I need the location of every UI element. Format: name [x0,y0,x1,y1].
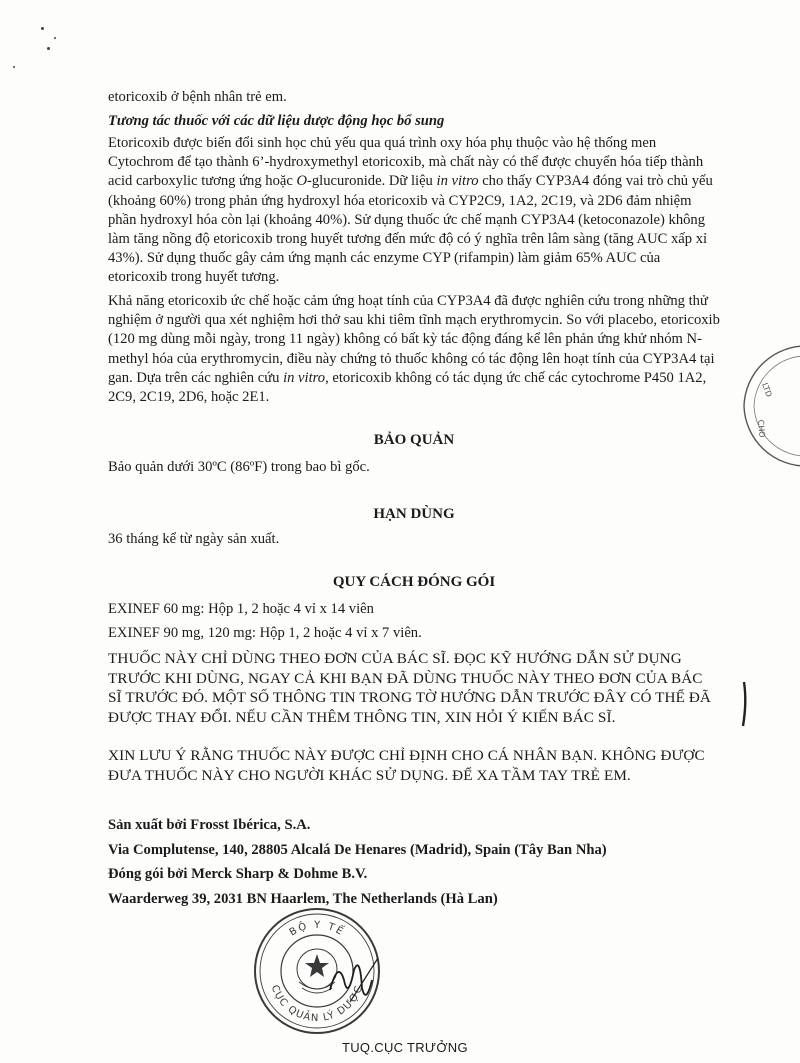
svg-text:CHO: CHO [756,419,767,439]
packager-address: Waarderweg 39, 2031 BN Haarlem, The Netherlands (Hà Lan) [108,891,498,907]
personal-use-warning: XIN LƯU Ý RẰNG THUỐC NÀY ĐƯỢC CHỈ ĐỊNH CHO CÁ NHÂN BẠN. KHÔNG ĐƯỢC ĐƯA THUỐC NÀY CHO NGƯỜI KHÁC SỬ DỤNG. ĐỂ XA TẦM TAY TRẺ EM. [108,747,705,784]
svg-text:LTD: LTD [760,381,774,399]
packaging-line-60mg: EXINEF 60 mg: Hộp 1, 2 hoặc 4 vỉ x 14 viên [108,601,374,617]
packaging-heading: QUY CÁCH ĐÓNG GÓI [332,574,496,590]
interaction-paragraph-1: Etoricoxib được biến đổi sinh học chủ yếu qua quá trình oxy hóa phụ thuộc vào hệ thống men Cytochrom để tạo thành 6’-hydroxymethyl etoricoxib, mà chất này có thể được chuyển hóa tiếp thành acid carboxylic tương ứng hoặc O-glucuronide. Dữ liệu in vitro cho thấy CYP3A4 đóng vai trò chủ yếu (khoảng 60%) trong phản ứng hydroxyl hóa etoricoxib và CYP2C9, 1A2, 2C19, và 2D6 đảm nhiệm phần hydroxyl hóa còn lại (khoảng 40%). Sử dụng thuốc ức chế mạnh CYP3A4 (ketoconazole) không làm tăng nồng độ etoricoxib trong huyết tương đến mức độ có ý nghĩa trên lâm sàng (tăng AUC xấp xỉ 43%). Sử dụng thuốc gây cảm ứng mạnh các enzyme CYP (rifampin) làm giảm 65% AUC của etoricoxib trong huyết tương. [108,135,713,286]
packager-name: Đóng gói bởi Merck Sharp & Dohme B.V. [108,866,368,882]
storage-text: Bảo quản dưới 30ºC (86ºF) trong bao bì gốc. [108,459,370,475]
handwritten-signature [320,950,390,1010]
scan-speck [47,47,50,50]
scan-speck [13,66,15,68]
manufacturer-address: Via Complutense, 140, 28805 Alcalá De Henares (Madrid), Spain (Tây Ban Nha) [108,842,607,858]
interaction-paragraph-2: Khả năng etoricoxib ức chế hoặc cảm ứng hoạt tính của CYP3A4 đã được nghiên cứu trong những thử nghiệm ở người qua xét nghiệm hơi thở sau khi tiêm tĩnh mạch erythromycin. So với placebo, etoricoxib (120 mg dùng mỗi ngày, trong 11 ngày) không có bất kỳ tác động đáng kể lên phản ứng khử nhóm N-methyl hóa của erythromycin, điều này chứng tỏ thuốc không có tác động lên hoạt tính của CYP3A4 tại gan. Dựa trên các nghiên cứu in vitro, etoricoxib không có tác dụng ức chế các cytochrome P450 1A2, 2C9, 2C19, 2D6, hoặc 2E1. [108,293,720,406]
expiry-text: 36 tháng kể từ ngày sản xuất. [108,531,280,547]
manufacturer-name: Sản xuất bởi Frosst Ibérica, S.A. [108,817,311,833]
scan-speck [54,37,56,39]
prescription-warning: THUỐC NÀY CHỈ DÙNG THEO ĐƠN CỦA BÁC SĨ. ĐỌC KỸ HƯỚNG DẪN SỬ DỤNG TRƯỚC KHI DÙNG, NGAY CẢ KHI BẠN ĐÃ DÙNG THUỐC NÀY THEO ĐƠN CỦA BÁC SĨ TRƯỚC ĐÓ. MỘT SỐ THÔNG TIN TRONG TỜ HƯỚNG DẪN TRƯỚC ĐÂY CÓ THỂ ĐÃ ĐƯỢC THAY ĐỔI. NẾU CẦN THÊM THÔNG TIN, XIN HỎI Ý KIẾN BÁC SĨ. [108,650,711,726]
intro-line: etoricoxib ở bệnh nhân trẻ em. [108,89,287,105]
storage-heading: BẢO QUẢN [373,432,455,448]
signatory-title: TUQ.CỤC TRƯỞNG [342,1040,468,1055]
packaging-line-90-120mg: EXINEF 90 mg, 120 mg: Hộp 1, 2 hoặc 4 vỉ x 7 viên. [108,625,422,641]
seal-top-text: BỘ Y TẾ [287,919,347,939]
scan-speck [41,27,44,30]
seal-bottom-text: CỤC QUẢN LÝ DƯỢC [268,983,366,1025]
expiry-heading: HẠN DÙNG [373,506,455,522]
edge-seal-stamp [738,340,800,470]
interaction-heading: Tương tác thuốc với các dữ liệu dược động học bổ sung [108,113,445,129]
margin-mark [738,680,750,728]
